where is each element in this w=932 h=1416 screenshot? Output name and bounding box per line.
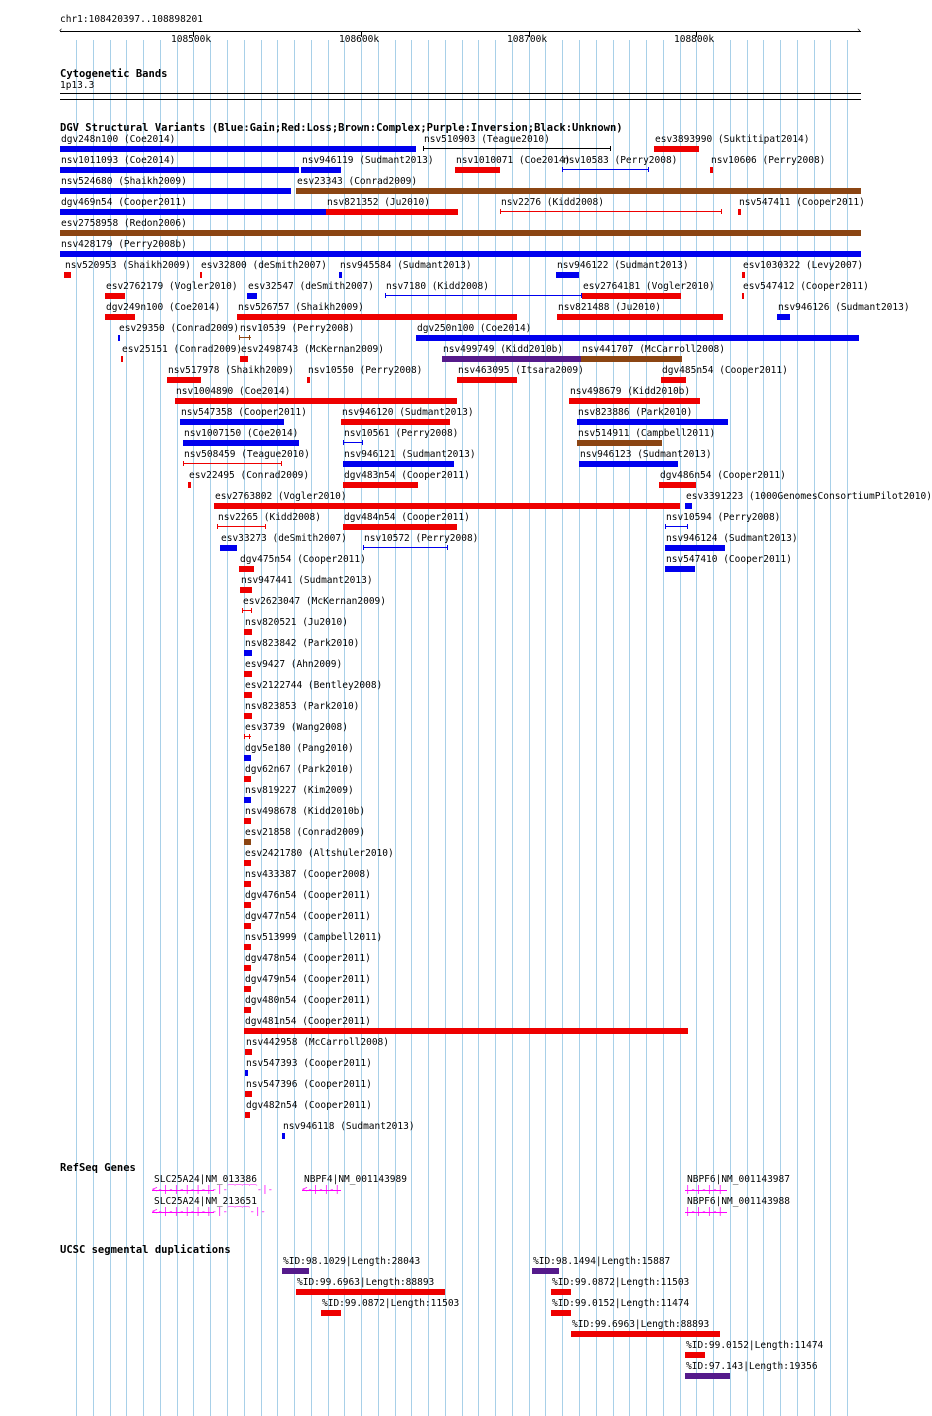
refseq-gene-label[interactable]: NBPF6|NM_001143988 <box>687 1196 790 1207</box>
dgv-variant-bar[interactable] <box>661 377 686 383</box>
dgv-variant-label[interactable]: esv1030322 (Levy2007) <box>743 260 864 271</box>
dgv-variant-label[interactable]: nsv946118 (Sudmant2013) <box>283 1121 415 1132</box>
dgv-variant-label[interactable]: nsv508459 (Teague2010) <box>184 449 310 460</box>
dgv-variant-bar[interactable] <box>556 272 579 278</box>
dgv-variant-label[interactable]: nsv946122 (Sudmant2013) <box>557 260 689 271</box>
segdup-label[interactable]: %ID:99.0872|Length:11503 <box>322 1298 460 1309</box>
dgv-variant-bar[interactable] <box>200 272 202 278</box>
dgv-variant-label[interactable]: dgv476n54 (Cooper2011) <box>245 890 371 901</box>
dgv-variant-end-cap <box>648 167 649 172</box>
dgv-variant-end-cap <box>610 146 611 151</box>
dgv-variant-label[interactable]: nsv442958 (McCarroll2008) <box>246 1037 389 1048</box>
dgv-variant-label[interactable]: esv2764181 (Vogler2010) <box>583 281 715 292</box>
dgv-variant-label[interactable]: nsv547396 (Cooper2011) <box>246 1079 372 1090</box>
dgv-variant-bar[interactable] <box>577 440 662 446</box>
refseq-gene-label[interactable]: NBPF6|NM_001143987 <box>687 1174 790 1185</box>
dgv-variant-bar[interactable] <box>60 230 861 236</box>
dgv-variant-bar[interactable] <box>659 482 696 488</box>
dgv-variant-bar[interactable] <box>214 503 680 509</box>
dgv-variant-end-cap <box>721 209 722 214</box>
dgv-variant-label[interactable]: nsv547410 (Cooper2011) <box>666 554 792 565</box>
dgv-variant-bar[interactable] <box>220 545 237 551</box>
ruler-line <box>60 31 861 32</box>
dgv-variant-label[interactable]: esv2498743 (McKernan2009) <box>241 344 384 355</box>
dgv-variant-label[interactable]: esv2758958 (Redon2006) <box>61 218 187 229</box>
dgv-variant-label[interactable]: nsv433387 (Cooper2008) <box>245 869 371 880</box>
dgv-variant-label[interactable]: esv3739 (Wang2008) <box>245 722 348 733</box>
dgv-variant-bar[interactable] <box>237 314 517 320</box>
dgv-variant-bar[interactable] <box>244 839 251 845</box>
dgv-variant-label[interactable]: dgv477n54 (Cooper2011) <box>245 911 371 922</box>
dgv-variant-label[interactable]: nsv10539 (Perry2008) <box>240 323 355 334</box>
dgv-variant-label[interactable]: esv29350 (Conrad2009) <box>119 323 240 334</box>
dgv-variant-bar[interactable] <box>339 272 342 278</box>
dgv-variant-bar[interactable] <box>183 440 299 446</box>
segdup-label[interactable]: %ID:99.0152|Length:11474 <box>686 1340 824 1351</box>
dgv-variant-label[interactable]: nsv821488 (Ju2010) <box>558 302 661 313</box>
dgv-variant-bar[interactable] <box>244 881 251 887</box>
dgv-variant-end-cap <box>500 209 501 214</box>
dgv-variant-label[interactable]: esv32547 (deSmith2007) <box>248 281 374 292</box>
segdup-track-title: UCSC segmental duplications <box>60 1244 231 1256</box>
ruler-tick-label: 108700k <box>507 34 548 45</box>
dgv-variant-span-line[interactable] <box>423 148 611 149</box>
dgv-variant-bar[interactable] <box>244 902 251 908</box>
cytoband-label[interactable]: 1p13.3 <box>60 80 95 91</box>
dgv-variant-span-line[interactable] <box>500 211 721 212</box>
dgv-variant-label[interactable]: dgv479n54 (Cooper2011) <box>245 974 371 985</box>
dgv-variant-label[interactable]: esv2421780 (Altshuler2010) <box>245 848 394 859</box>
dgv-variant-bar[interactable] <box>167 377 201 383</box>
dgv-variant-bar[interactable] <box>581 356 682 362</box>
dgv-variant-label[interactable]: nsv547358 (Cooper2011) <box>181 407 307 418</box>
dgv-variant-end-cap <box>183 461 184 466</box>
refseq-gene-exon-glyph: <-|-|-| <box>302 1185 340 1195</box>
dgv-variant-bar[interactable] <box>416 335 859 341</box>
dgv-variant-label[interactable]: esv3893990 (Suktitipat2014) <box>655 134 810 145</box>
dgv-variant-bar[interactable] <box>244 944 251 950</box>
dgv-variant-label[interactable]: nsv946126 (Sudmant2013) <box>778 302 910 313</box>
dgv-variant-label[interactable]: nsv10606 (Perry2008) <box>711 155 826 166</box>
segdup-bar[interactable] <box>282 1268 309 1274</box>
dgv-variant-label[interactable]: esv2122744 (Bentley2008) <box>245 680 383 691</box>
dgv-variant-label[interactable]: nsv947441 (Sudmant2013) <box>241 575 373 586</box>
dgv-variant-label[interactable]: nsv946124 (Sudmant2013) <box>666 533 798 544</box>
dgv-variant-span-line[interactable] <box>665 526 688 527</box>
dgv-variant-end-cap <box>244 734 245 739</box>
segdup-label[interactable]: %ID:98.1029|Length:28043 <box>283 1256 421 1267</box>
segdup-bar[interactable] <box>321 1310 341 1316</box>
dgv-variant-bar[interactable] <box>282 1133 285 1139</box>
dgv-variant-end-cap <box>217 524 218 529</box>
segdup-bar[interactable] <box>685 1352 705 1358</box>
dgv-variant-label[interactable]: dgv250n100 (Coe2014) <box>417 323 532 334</box>
dgv-variant-bar[interactable] <box>239 566 254 572</box>
dgv-variant-label[interactable]: dgv484n54 (Cooper2011) <box>344 512 470 523</box>
dgv-variant-end-cap <box>239 335 240 340</box>
dgv-variant-label[interactable]: nsv7180 (Kidd2008) <box>386 281 489 292</box>
segdup-label[interactable]: %ID:98.1494|Length:15887 <box>533 1256 671 1267</box>
dgv-variant-label[interactable]: nsv821352 (Ju2010) <box>327 197 430 208</box>
dgv-variant-bar[interactable] <box>244 755 251 761</box>
dgv-variant-label[interactable]: nsv946123 (Sudmant2013) <box>580 449 712 460</box>
dgv-variant-label[interactable]: esv2762179 (Vogler2010) <box>106 281 238 292</box>
dgv-variant-end-cap <box>265 524 266 529</box>
segdup-label[interactable]: %ID:99.6963|Length:88893 <box>297 1277 435 1288</box>
segdup-bar[interactable] <box>685 1373 730 1379</box>
refseq-track-title: RefSeq Genes <box>60 1162 136 1174</box>
segdup-bar[interactable] <box>532 1268 559 1274</box>
dgv-variant-label[interactable]: nsv428179 (Perry2008b) <box>61 239 187 250</box>
dgv-variant-label[interactable]: esv2763802 (Vogler2010) <box>215 491 347 502</box>
dgv-variant-label[interactable]: esv3391223 (1000GenomesConsortiumPilot2010) <box>686 491 932 502</box>
dgv-variant-label[interactable]: nsv463095 (Itsara2009) <box>458 365 584 376</box>
dgv-variant-bar[interactable] <box>175 398 457 404</box>
ruler-tick-label: 108800k <box>674 34 715 45</box>
refseq-gene-exon-glyph: <-|-|-|-|-|-|-⁀⁀⁀⁀-|- <box>152 1185 274 1195</box>
dgv-variant-label[interactable]: nsv823886 (Park2010) <box>578 407 693 418</box>
dgv-variant-bar[interactable] <box>244 776 251 782</box>
dgv-variant-label[interactable]: nsv946120 (Sudmant2013) <box>342 407 474 418</box>
dgv-variant-label[interactable]: esv21858 (Conrad2009) <box>245 827 366 838</box>
dgv-variant-bar[interactable] <box>301 167 341 173</box>
dgv-variant-end-cap <box>362 440 363 445</box>
dgv-variant-bar[interactable] <box>240 587 252 593</box>
dgv-variant-bar[interactable] <box>247 293 257 299</box>
dgv-variant-label[interactable]: dgv62n67 (Park2010) <box>245 764 354 775</box>
dgv-variant-label[interactable]: dgv475n54 (Cooper2011) <box>240 554 366 565</box>
dgv-variant-span-line[interactable] <box>562 169 649 170</box>
dgv-variant-bar[interactable] <box>326 209 458 215</box>
dgv-variant-label[interactable]: nsv2276 (Kidd2008) <box>501 197 604 208</box>
dgv-variant-bar[interactable] <box>777 314 790 320</box>
dgv-variant-label[interactable]: nsv1011093 (Coe2014) <box>61 155 176 166</box>
segdup-label[interactable]: %ID:97.143|Length:19356 <box>686 1361 818 1372</box>
refseq-gene-label[interactable]: SLC25A24|NM_013386 <box>154 1174 257 1185</box>
dgv-variant-end-cap <box>665 524 666 529</box>
dgv-variant-label[interactable]: nsv526757 (Shaikh2009) <box>238 302 364 313</box>
dgv-variant-label[interactable]: dgv485n54 (Cooper2011) <box>662 365 788 376</box>
dgv-variant-label[interactable]: nsv524680 (Shaikh2009) <box>61 176 187 187</box>
dgv-variant-bar[interactable] <box>64 272 71 278</box>
dgv-variant-label[interactable]: nsv520953 (Shaikh2009) <box>65 260 191 271</box>
dgv-variant-label[interactable]: nsv10594 (Perry2008) <box>666 512 781 523</box>
dgv-variant-label[interactable]: esv2623047 (McKernan2009) <box>243 596 386 607</box>
segdup-label[interactable]: %ID:99.6963|Length:88893 <box>572 1319 710 1330</box>
dgv-variant-label[interactable]: dgv482n54 (Cooper2011) <box>246 1100 372 1111</box>
dgv-variant-bar[interactable] <box>60 188 291 194</box>
dgv-variant-label[interactable]: esv23343 (Conrad2009) <box>297 176 418 187</box>
dgv-variant-bar[interactable] <box>307 377 310 383</box>
dgv-variant-bar[interactable] <box>296 188 861 194</box>
dgv-variant-bar[interactable] <box>118 335 120 341</box>
dgv-variant-bar[interactable] <box>188 482 191 488</box>
dgv-variant-bar[interactable] <box>665 545 725 551</box>
dgv-variant-bar[interactable] <box>742 272 745 278</box>
dgv-variant-label[interactable]: dgv249n100 (Coe2014) <box>106 302 221 313</box>
dgv-variant-span-line[interactable] <box>217 526 266 527</box>
dgv-variant-bar[interactable] <box>244 650 252 656</box>
dgv-variant-bar[interactable] <box>244 797 251 803</box>
cytoband-line-top <box>60 93 861 94</box>
dgv-variant-label[interactable]: nsv2265 (Kidd2008) <box>218 512 321 523</box>
dgv-variant-bar[interactable] <box>341 419 450 425</box>
dgv-variant-label[interactable]: nsv10561 (Perry2008) <box>344 428 459 439</box>
dgv-variant-bar[interactable] <box>244 1028 688 1034</box>
dgv-variant-bar[interactable] <box>105 314 135 320</box>
dgv-variant-label[interactable]: nsv513999 (Campbell2011) <box>245 932 383 943</box>
dgv-variant-label[interactable]: dgv480n54 (Cooper2011) <box>245 995 371 1006</box>
dgv-variant-label[interactable]: nsv823853 (Park2010) <box>245 701 360 712</box>
dgv-variant-bar[interactable] <box>455 167 500 173</box>
dgv-variant-bar[interactable] <box>245 1070 248 1076</box>
dgv-variant-label[interactable]: nsv945584 (Sudmant2013) <box>340 260 472 271</box>
right-arrow-icon: › <box>856 26 862 36</box>
dgv-variant-end-cap <box>242 608 243 613</box>
ruler-tick-label: 108500k <box>171 34 212 45</box>
dgv-variant-label[interactable]: nsv10550 (Perry2008) <box>308 365 423 376</box>
refseq-gene-exon-glyph: |-|-|-| <box>685 1207 723 1217</box>
dgv-variant-label[interactable]: nsv547411 (Cooper2011) <box>739 197 865 208</box>
refseq-gene-exon-glyph: <-|-|-|-|-|-|-⁀⁀⁀-|- <box>152 1207 266 1217</box>
dgv-variant-bar[interactable] <box>240 356 248 362</box>
dgv-variant-bar[interactable] <box>654 146 699 152</box>
dgv-variant-label[interactable]: esv25151 (Conrad2009) <box>122 344 243 355</box>
dgv-variant-label[interactable]: esv9427 (Ahn2009) <box>245 659 343 670</box>
dgv-variant-label[interactable]: nsv547393 (Cooper2011) <box>246 1058 372 1069</box>
refseq-gene-label[interactable]: SLC25A24|NM_213651 <box>154 1196 257 1207</box>
dgv-variant-label[interactable]: nsv10572 (Perry2008) <box>364 533 479 544</box>
dgv-variant-bar[interactable] <box>343 482 418 488</box>
dgv-variant-label[interactable]: esv22495 (Conrad2009) <box>189 470 310 481</box>
dgv-variant-bar[interactable] <box>244 692 252 698</box>
dgv-variant-bar[interactable] <box>244 629 252 635</box>
dgv-variant-bar[interactable] <box>569 398 700 404</box>
dgv-variant-bar[interactable] <box>343 461 454 467</box>
dgv-variant-label[interactable]: nsv1007150 (Coe2014) <box>184 428 299 439</box>
dgv-variant-bar[interactable] <box>244 965 251 971</box>
dgv-variant-bar[interactable] <box>60 209 326 215</box>
dgv-variant-label[interactable]: esv32800 (deSmith2007) <box>201 260 327 271</box>
dgv-variant-bar[interactable] <box>244 1007 251 1013</box>
dgv-variant-bar[interactable] <box>442 356 581 362</box>
dgv-variant-label[interactable]: nsv498679 (Kidd2010b) <box>570 386 691 397</box>
dgv-variant-label[interactable]: nsv946119 (Sudmant2013) <box>302 155 434 166</box>
dgv-variant-bar[interactable] <box>742 293 744 299</box>
dgv-variant-bar[interactable] <box>244 860 251 866</box>
segdup-label[interactable]: %ID:99.0872|Length:11503 <box>552 1277 690 1288</box>
ruler-tick-label: 108600k <box>339 34 380 45</box>
dgv-variant-span-line[interactable] <box>385 295 583 296</box>
dgv-variant-bar[interactable] <box>180 419 284 425</box>
dgv-variant-end-cap <box>251 608 252 613</box>
dgv-variant-label[interactable]: nsv1010071 (Coe2014) <box>456 155 571 166</box>
dgv-variant-bar[interactable] <box>244 986 251 992</box>
dgv-variant-bar[interactable] <box>557 314 723 320</box>
dgv-variant-bar[interactable] <box>738 209 741 215</box>
dgv-variant-end-cap <box>447 545 448 550</box>
dgv-variant-end-cap <box>423 146 424 151</box>
dgv-variant-span-line[interactable] <box>343 442 363 443</box>
cytoband-track-title: Cytogenetic Bands <box>60 68 168 80</box>
dgv-variant-label[interactable]: dgv5e180 (Pang2010) <box>245 743 354 754</box>
position-label: chr1:108420397..108898201 <box>60 14 203 25</box>
segdup-bar[interactable] <box>571 1331 720 1337</box>
dgv-variant-label[interactable]: dgv469n54 (Cooper2011) <box>61 197 187 208</box>
dgv-variant-label[interactable]: nsv441707 (McCarroll2008) <box>582 344 725 355</box>
dgv-variant-bar[interactable] <box>582 293 681 299</box>
dgv-variant-label[interactable]: esv33273 (deSmith2007) <box>221 533 347 544</box>
dgv-variant-bar[interactable] <box>245 1049 252 1055</box>
dgv-variant-label[interactable]: nsv820521 (Ju2010) <box>245 617 348 628</box>
dgv-variant-end-cap <box>385 293 386 298</box>
dgv-variant-label[interactable]: nsv510903 (Teague2010) <box>424 134 550 145</box>
dgv-variant-bar[interactable] <box>685 503 692 509</box>
dgv-variant-label[interactable]: nsv498678 (Kidd2010b) <box>245 806 366 817</box>
dgv-variant-label[interactable]: nsv517978 (Shaikh2009) <box>168 365 294 376</box>
dgv-variant-label[interactable]: nsv1004890 (Coe2014) <box>176 386 291 397</box>
cytoband-line-bottom <box>60 99 861 100</box>
dgv-variant-bar[interactable] <box>60 167 299 173</box>
dgv-variant-end-cap <box>363 545 364 550</box>
dgv-variant-label[interactable]: nsv946121 (Sudmant2013) <box>344 449 476 460</box>
dgv-variant-bar[interactable] <box>60 146 416 152</box>
dgv-track-title: DGV Structural Variants (Blue:Gain;Red:Loss;Brown:Complex;Purple:Inversion;Black:Unknown) <box>60 122 623 134</box>
left-arrow-icon: ‹ <box>58 26 64 36</box>
dgv-variant-end-cap <box>249 335 250 340</box>
segdup-label[interactable]: %ID:99.0152|Length:11474 <box>552 1298 690 1309</box>
dgv-variant-label[interactable]: dgv481n54 (Cooper2011) <box>245 1016 371 1027</box>
dgv-variant-bar[interactable] <box>245 1091 252 1097</box>
dgv-variant-bar[interactable] <box>105 293 125 299</box>
dgv-variant-label[interactable]: nsv10583 (Perry2008) <box>563 155 678 166</box>
segdup-bar[interactable] <box>551 1289 571 1295</box>
dgv-variant-bar[interactable] <box>579 461 678 467</box>
dgv-variant-end-cap <box>687 524 688 529</box>
refseq-gene-exon-glyph: |-|-|-| <box>685 1185 723 1195</box>
refseq-gene-label[interactable]: NBPF4|NM_001143989 <box>304 1174 407 1185</box>
dgv-variant-bar[interactable] <box>710 167 713 173</box>
dgv-variant-bar[interactable] <box>244 818 251 824</box>
dgv-variant-label[interactable]: nsv514911 (Campbell2011) <box>578 428 716 439</box>
dgv-variant-bar[interactable] <box>244 923 251 929</box>
dgv-variant-label[interactable]: nsv499749 (Kidd2010b) <box>443 344 564 355</box>
segdup-bar[interactable] <box>296 1289 445 1295</box>
dgv-variant-bar[interactable] <box>577 419 728 425</box>
dgv-variant-span-line[interactable] <box>363 547 448 548</box>
dgv-variant-bar[interactable] <box>60 251 861 257</box>
dgv-variant-label[interactable]: nsv823842 (Park2010) <box>245 638 360 649</box>
dgv-variant-end-cap <box>281 461 282 466</box>
dgv-variant-end-cap <box>562 167 563 172</box>
dgv-variant-bar[interactable] <box>665 566 695 572</box>
dgv-variant-label[interactable]: esv547412 (Cooper2011) <box>743 281 869 292</box>
dgv-variant-end-cap <box>343 440 344 445</box>
dgv-variant-bar[interactable] <box>457 377 517 383</box>
dgv-variant-bar[interactable] <box>121 356 123 362</box>
dgv-variant-bar[interactable] <box>244 671 252 677</box>
dgv-variant-end-cap <box>249 734 250 739</box>
dgv-variant-bar[interactable] <box>343 524 457 530</box>
dgv-variant-bar[interactable] <box>245 1112 250 1118</box>
dgv-variant-label[interactable]: dgv486n54 (Cooper2011) <box>660 470 786 481</box>
dgv-variant-span-line[interactable] <box>183 463 282 464</box>
dgv-variant-label[interactable]: dgv483n54 (Cooper2011) <box>344 470 470 481</box>
dgv-variant-label[interactable]: dgv478n54 (Cooper2011) <box>245 953 371 964</box>
dgv-variant-label[interactable]: dgv248n100 (Coe2014) <box>61 134 176 145</box>
segdup-bar[interactable] <box>551 1310 571 1316</box>
dgv-variant-bar[interactable] <box>244 713 252 719</box>
dgv-variant-label[interactable]: nsv819227 (Kim2009) <box>245 785 354 796</box>
